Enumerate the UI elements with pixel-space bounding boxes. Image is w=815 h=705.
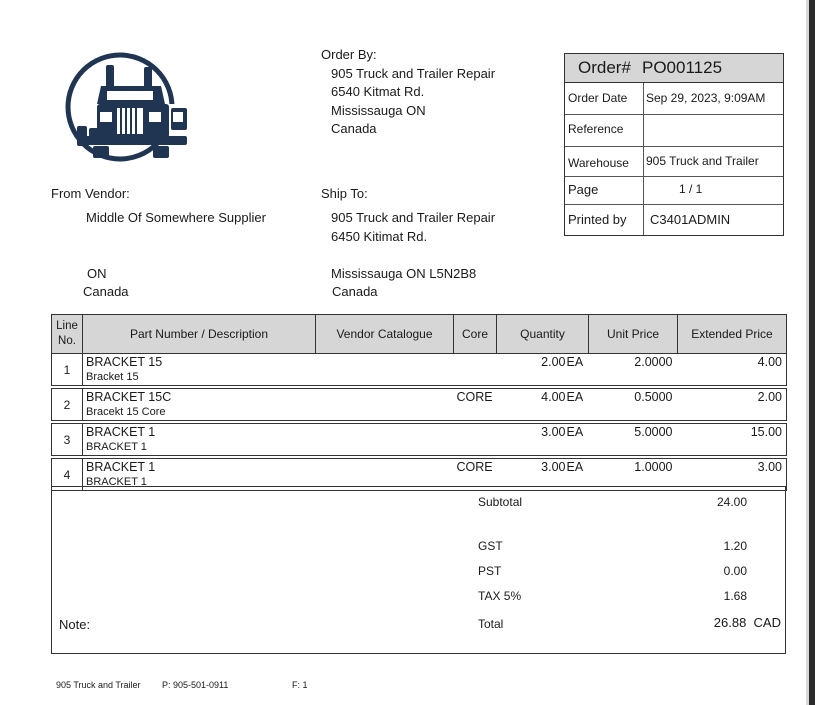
ship-to-country: Canada xyxy=(332,284,378,299)
ship-to-street: 6450 Kitimat Rd. xyxy=(331,228,428,244)
header-extended-price: Extended Price xyxy=(678,315,787,354)
row-core xyxy=(454,354,497,355)
pst-value: 0.00 xyxy=(723,564,747,578)
ship-to-city: Mississauga ON L5N2B8 xyxy=(331,266,477,281)
total-currency: CAD xyxy=(753,615,781,630)
page-label: Page xyxy=(568,182,599,197)
row-part-number: BRACKET 1 xyxy=(86,425,156,439)
order-number-label: Order# xyxy=(578,58,631,77)
table-header-row xyxy=(52,315,787,354)
table-row xyxy=(52,389,787,421)
order-by-label: Order By: xyxy=(321,47,377,62)
header-line-no: Line No. xyxy=(52,315,83,354)
truck-logo xyxy=(53,48,191,164)
order-date-value: Sep 29, 2023, 9:09AM xyxy=(646,91,766,105)
row-quantity: 4.00 xyxy=(541,390,566,404)
row-part-number: BRACKET 15 xyxy=(86,355,163,369)
row-line-no: 3 xyxy=(52,424,83,456)
row-description: Bracket 15 xyxy=(86,371,139,383)
printed-by-label: Printed by xyxy=(568,212,627,227)
gst-value: 1.20 xyxy=(723,539,747,553)
row-description: BRACKET 1 xyxy=(86,441,147,453)
row-unit-price: 5.0000 xyxy=(634,425,673,439)
footer-phone: P: 905-501-0911 xyxy=(162,680,229,690)
total-amount: 26.88 xyxy=(713,615,747,630)
row-extended-price: 4.00 xyxy=(757,355,782,369)
row-uom: EA xyxy=(566,460,584,474)
totals-box xyxy=(51,486,786,654)
table-row xyxy=(52,354,787,386)
order-by-country: Canada xyxy=(331,121,377,136)
row-unit-price: 2.0000 xyxy=(634,355,673,369)
vendor-name: Middle Of Somewhere Supplier xyxy=(86,210,266,225)
subtotal-label: Subtotal xyxy=(478,495,523,509)
row-core xyxy=(454,424,497,425)
gst-label: GST xyxy=(478,539,503,553)
row-line-no: 4 xyxy=(52,459,83,491)
tax-value: 1.68 xyxy=(723,589,747,603)
row-core: CORE xyxy=(456,390,493,404)
table-row xyxy=(52,424,787,456)
page-value: 1 / 1 xyxy=(679,182,703,196)
row-uom: EA xyxy=(566,355,584,369)
row-quantity: 3.00 xyxy=(541,460,566,474)
line-items-table xyxy=(51,314,787,491)
header-unit-price: Unit Price xyxy=(589,315,678,354)
vendor-province: ON xyxy=(87,266,107,281)
printed-by-value: C3401ADMIN xyxy=(650,212,731,227)
tax-label: TAX 5% xyxy=(478,589,522,603)
ship-to-name: 905 Truck and Trailer Repair xyxy=(331,210,496,225)
order-by-block xyxy=(321,46,495,139)
footer-company: 905 Truck and Trailer xyxy=(56,680,141,690)
warehouse-row xyxy=(565,147,783,177)
vendor-country: Canada xyxy=(83,284,129,299)
row-core: CORE xyxy=(456,460,493,474)
printed-by-row xyxy=(565,205,783,235)
warehouse-label: Warehouse xyxy=(568,156,629,170)
row-vendor-catalogue xyxy=(316,424,454,425)
row-uom: EA xyxy=(566,390,584,404)
row-part-number: BRACKET 15C xyxy=(86,390,172,404)
order-info-box xyxy=(564,53,784,236)
row-unit-price: 0.5000 xyxy=(634,390,673,404)
row-vendor-catalogue xyxy=(316,459,454,460)
row-extended-price: 2.00 xyxy=(757,390,782,404)
header-quantity: Quantity xyxy=(497,315,589,354)
row-quantity: 3.00 xyxy=(541,425,566,439)
reference-label: Reference xyxy=(568,122,624,136)
order-by-name: 905 Truck and Trailer Repair xyxy=(331,65,496,81)
row-quantity: 2.00 xyxy=(541,355,566,369)
viewer-scrollbar[interactable] xyxy=(809,0,815,705)
subtotal-value: 24.00 xyxy=(716,495,747,509)
order-by-city: Mississauga ON xyxy=(331,102,426,118)
warehouse-value: 905 Truck and Trailer xyxy=(646,154,759,168)
row-extended-price: 3.00 xyxy=(757,460,782,474)
row-extended-price: 15.00 xyxy=(750,425,782,439)
row-line-no: 1 xyxy=(52,354,83,386)
footer-fax: F: 1 xyxy=(292,680,308,690)
order-date-row xyxy=(565,83,783,115)
order-number-header xyxy=(565,54,783,83)
row-vendor-catalogue xyxy=(316,389,454,390)
note-label: Note: xyxy=(59,617,91,632)
row-description: Bracekt 15 Core xyxy=(86,406,166,418)
header-vendor-catalogue: Vendor Catalogue xyxy=(316,315,454,354)
order-number: PO001125 xyxy=(642,58,723,77)
page-row xyxy=(565,177,783,205)
pst-label: PST xyxy=(478,564,502,578)
row-description: BRACKET 1 xyxy=(86,476,147,488)
ship-to-block xyxy=(331,209,495,246)
order-by-street: 6540 Kitmat Rd. xyxy=(331,84,425,99)
total-label: Total xyxy=(478,617,504,631)
row-vendor-catalogue xyxy=(316,354,454,355)
header-part: Part Number / Description xyxy=(83,315,316,354)
from-vendor-label: From Vendor: xyxy=(51,186,130,201)
row-unit-price: 1.0000 xyxy=(634,460,673,474)
total-value xyxy=(714,615,781,630)
ship-to-label: Ship To: xyxy=(321,186,368,201)
row-line-no: 2 xyxy=(52,389,83,421)
header-core: Core xyxy=(454,315,497,354)
row-part-number: BRACKET 1 xyxy=(86,460,156,474)
row-uom: EA xyxy=(566,425,584,439)
order-date-label: Order Date xyxy=(568,91,628,105)
reference-row xyxy=(565,115,783,147)
